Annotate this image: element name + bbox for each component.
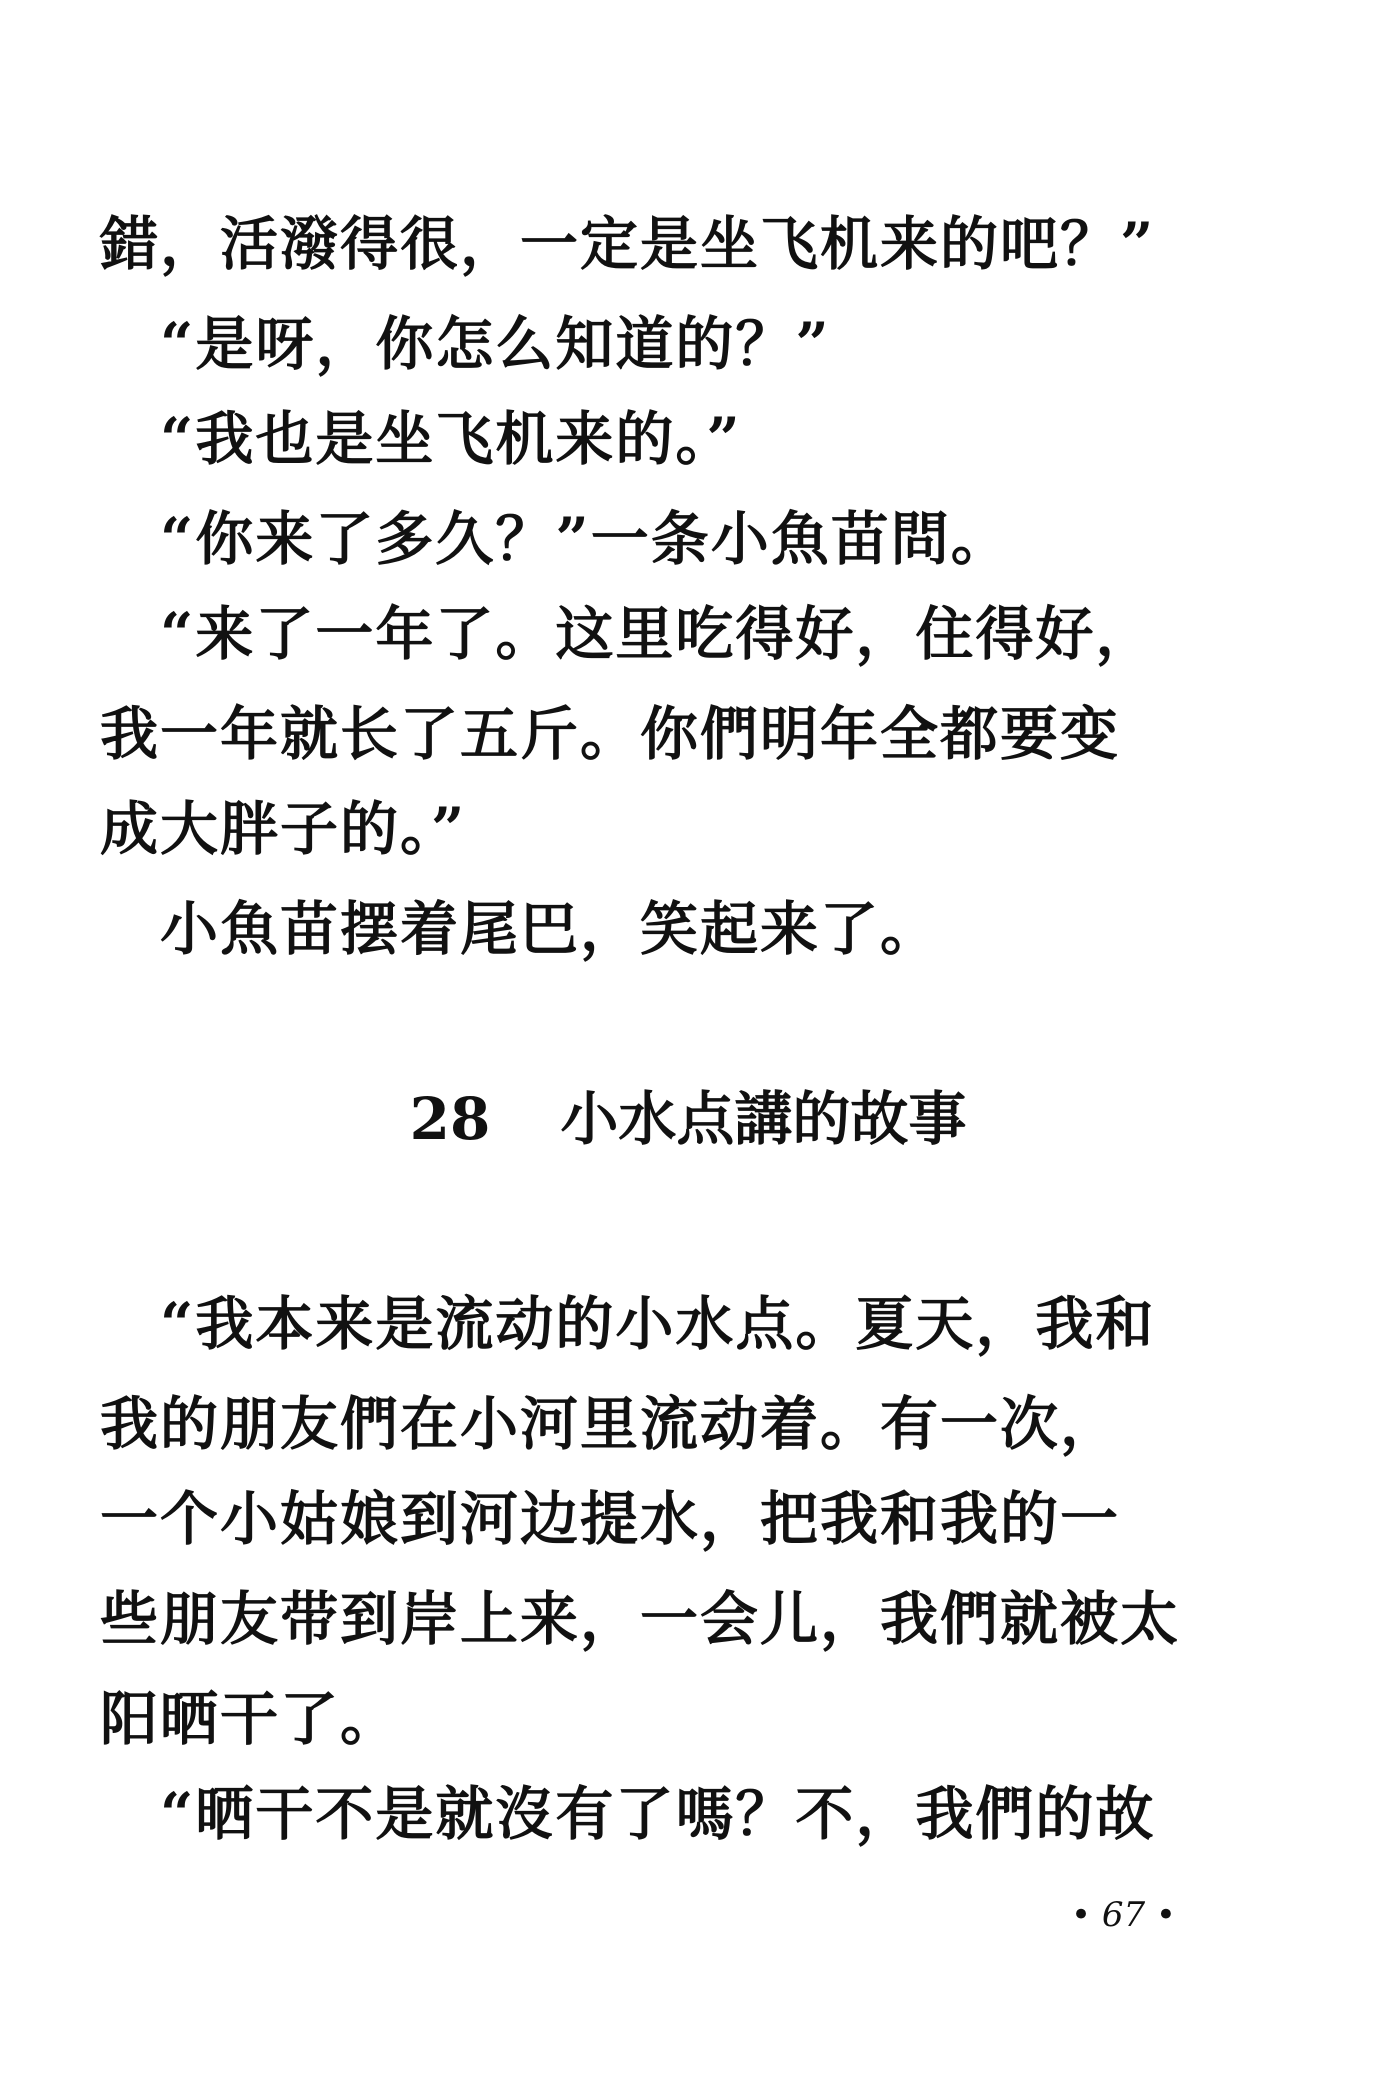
story-line-5: 阳晒干了。 bbox=[100, 1685, 401, 1753]
story-line-1: “我本来是流动的小水点。夏天，我和 bbox=[160, 1290, 1156, 1358]
text-line-4: “你来了多久？”一条小魚苗問。 bbox=[160, 505, 1011, 573]
story-line-2: 我的朋友們在小河里流动着。有一次， bbox=[100, 1390, 1121, 1458]
text-line-5: “来了一年了。这里吃得好，住得好， bbox=[160, 600, 1156, 668]
text-line-2: “是呀，你怎么知道的？” bbox=[160, 310, 831, 378]
story-line-3: 一个小姑娘到河边提水，把我和我的一 bbox=[100, 1485, 1121, 1553]
page-number: • 67 • bbox=[1071, 1895, 1176, 1935]
chapter-title: 小水点講的故事 bbox=[560, 1085, 967, 1153]
chapter-heading bbox=[0, 1085, 1376, 1153]
text-line-1: 錯，活潑得很，一定是坐飞机来的吧？” bbox=[100, 210, 1156, 278]
story-line-6: “晒干不是就沒有了嗎？不，我們的故 bbox=[160, 1780, 1156, 1848]
text-line-7: 成大胖子的。” bbox=[100, 795, 467, 863]
story-line-4: 些朋友带到岸上来，一会儿，我們就被太 bbox=[100, 1585, 1181, 1653]
text-line-8: 小魚苗摆着尾巴，笑起来了。 bbox=[160, 895, 941, 963]
text-line-6: 我一年就长了五斤。你們明年全都要变 bbox=[100, 700, 1121, 768]
text-line-3: “我也是坐飞机来的。” bbox=[160, 405, 742, 473]
chapter-number: 28 bbox=[409, 1085, 491, 1153]
